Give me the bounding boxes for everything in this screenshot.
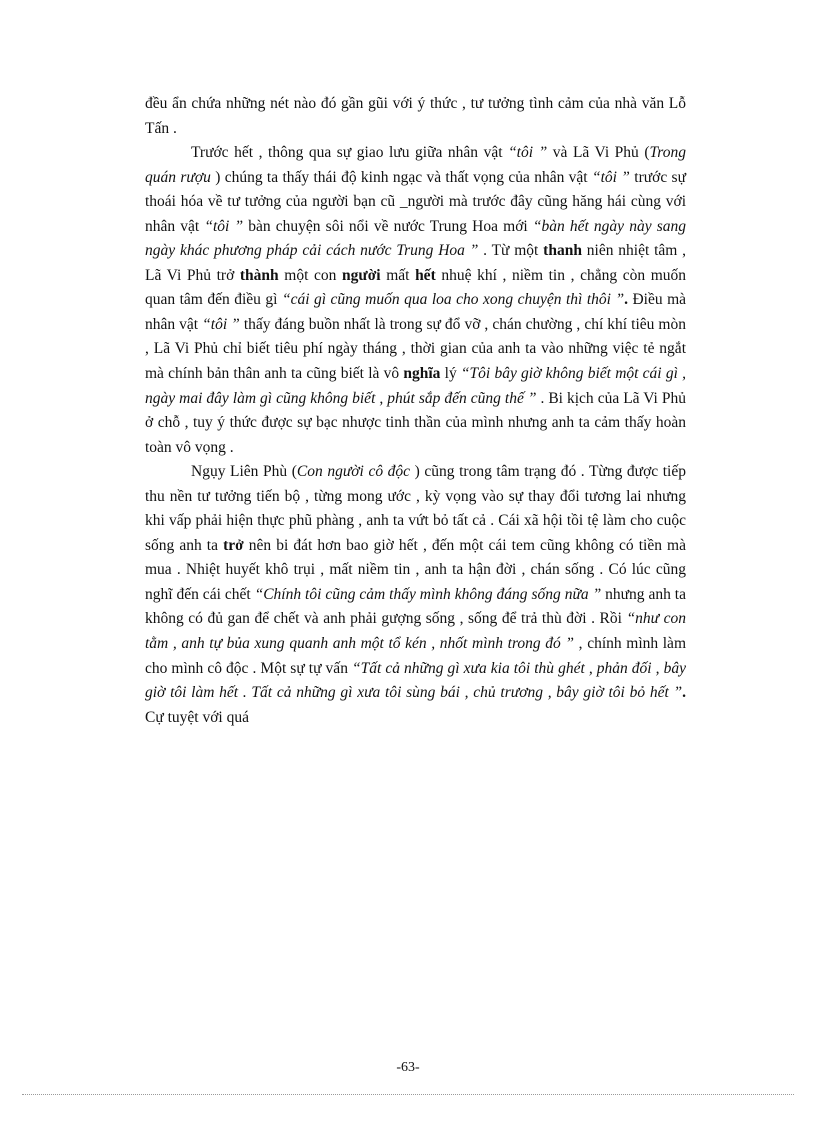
text-run: , chính mình làm cho mình cô độc . Một sự tự vấn xyxy=(145,635,686,677)
text-run: Cự tuyệt với quá xyxy=(145,708,249,726)
text-run: và Lã Vi Phủ ( xyxy=(547,144,650,162)
text-run: . Bi kịch của Lã Vi Phủ ở chỗ , tuy ý thức được sự bạc nhược tinh thần của mình nhưng anh ta cảm thấy hoàn toàn vô vọng . xyxy=(145,389,686,456)
bold-text: thanh xyxy=(543,242,582,260)
paragraph xyxy=(145,460,686,730)
bold-text: thành xyxy=(239,266,279,284)
italic-quote: Con người cô độc xyxy=(296,463,411,481)
text-run: trước sự thoái hóa về tư tưởng của người bạn cũ _người mà trước đây cũng hăng hái cùng với nhân vật xyxy=(145,168,686,235)
bold-text: nghĩa xyxy=(403,365,441,383)
italic-quote: “Tôi bây giờ không biết một cái gì , ngày mai đây làm gì cũng không biết , phút sắp đến cũng thế ” xyxy=(145,365,686,407)
paragraph xyxy=(145,141,686,460)
text-run: ) chúng ta thấy thái độ kinh ngạc và thất vọng của nhân vật xyxy=(210,168,592,186)
italic-quote: “tôi ” xyxy=(204,217,244,235)
paragraph xyxy=(145,92,686,141)
text-run: . Từ một xyxy=(478,242,544,260)
text-run: một con xyxy=(278,266,343,284)
text-run: đều ẩn chứa những nét nào đó gần gũi với ý thức , tư tưởng tình cảm của nhà văn Lỗ Tấn . xyxy=(145,95,686,137)
text-run: nên bi đát hơn bao giờ hết , đến một cái tem cũng không có tiền mà mua . Nhiệt huyết khô trụi , mất niềm tin , anh ta hận đời , chán sống . Có lúc cũng nghĩ đến cái chết xyxy=(145,536,686,603)
body-text xyxy=(145,92,686,730)
text-run: Ngụy Liên Phù ( xyxy=(191,463,297,481)
text-run: ) cũng trong tâm trạng đó . Từng được tiếp thu nền tư tưởng tiến bộ , từng mong ước , kỳ vọng vào sự thay đổi tương lai nhưng khi vấp phải hiện thực phũ phàng , anh ta vứt bỏ tất cả . Cái xã hội tồi tệ làm cho cuộc sống anh ta xyxy=(145,463,686,554)
italic-quote: “tôi ” xyxy=(508,144,548,162)
italic-quote: “Chính tôi cũng cảm thấy mình không đáng sống nữa ” xyxy=(254,585,602,603)
text-run: lý xyxy=(440,365,461,383)
text-run: nhuệ khí , niềm tin , chẳng còn muốn quan tâm đến điều gì xyxy=(145,266,687,309)
text-run: niên nhiệt tâm , Lã Vi Phủ trở xyxy=(145,242,686,284)
text-run: nhưng anh ta không có đủ gan để chết và anh phải gượng sống , sống để trả thù đời . Rồi xyxy=(145,585,686,628)
text-run: Trước hết , thông qua sự giao lưu giữa nhân vật xyxy=(191,144,509,162)
text-run: thấy đáng buồn nhất là trong sự đổ vỡ , chán chường , chí khí tiêu mòn , Lã Vi Phủ chỉ biết tiêu phí ngày tháng , thời gian của anh ta vào những việc tẻ ngắt mà chính bản thân anh ta cũng biết là vô xyxy=(145,315,686,383)
bold-text: . xyxy=(682,684,686,702)
bold-text: người xyxy=(342,266,381,284)
italic-quote: “cái gì cũng muốn qua loa cho xong chuyện thì thôi ” xyxy=(281,291,625,309)
italic-quote: “như con tằm , anh tự bủa xung quanh anh một tổ kén , nhốt mình trong đó ” xyxy=(145,610,686,653)
italic-quote: “tôi ” xyxy=(202,315,240,333)
footer-dotted-rule xyxy=(22,1094,794,1095)
italic-quote: “tôi ” xyxy=(591,168,630,186)
bold-text: trở xyxy=(223,536,244,554)
page-number: -63- xyxy=(396,1060,420,1075)
bold-text: hết xyxy=(415,266,436,284)
text-run: bàn chuyện sôi nổi về nước Trung Hoa mới xyxy=(243,217,533,235)
italic-quote: “bàn hết ngày này sang ngày khác phương pháp cải cách nước Trung Hoa ” xyxy=(145,217,687,260)
italic-quote: Trong quán rượu xyxy=(145,144,686,186)
text-run: mất xyxy=(380,266,416,284)
text-run: Điều mà nhân vật xyxy=(145,291,687,333)
italic-quote: “Tất cả những gì xưa kia tôi thù ghét , phản đối , bây giờ tôi làm hết . Tất cả những gì xưa tôi sùng bái , chủ trương , bây giờ tôi bỏ hết ” xyxy=(145,659,686,702)
bold-text: . xyxy=(624,291,633,309)
